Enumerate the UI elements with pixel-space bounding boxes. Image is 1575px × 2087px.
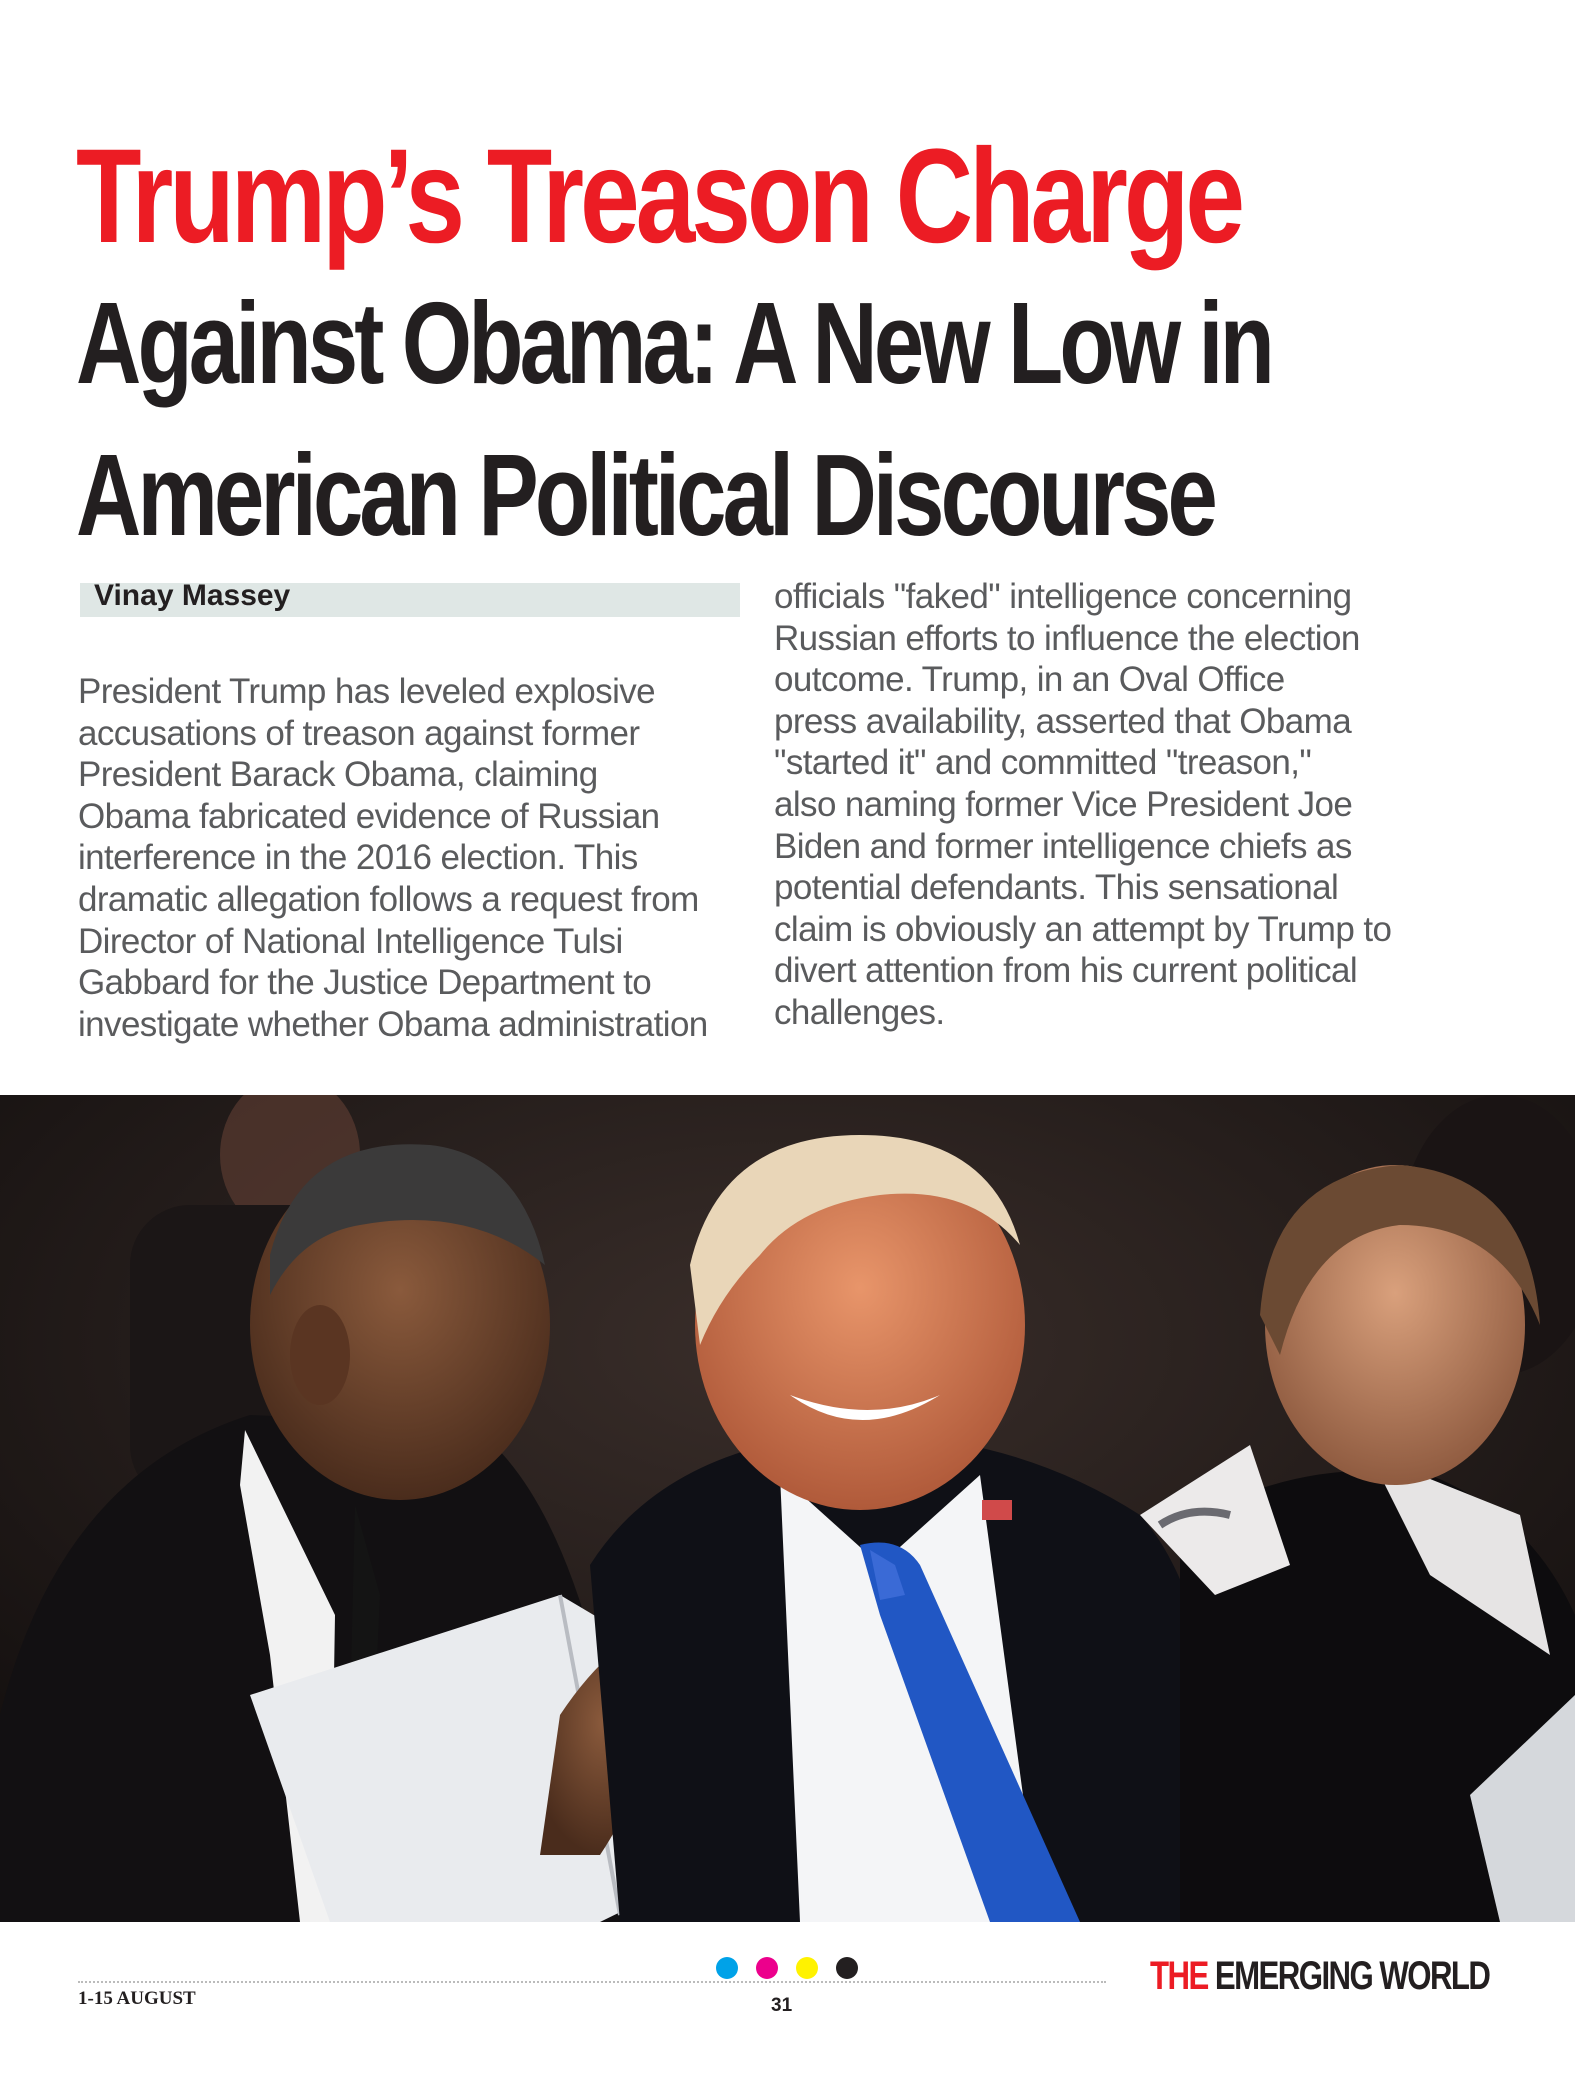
body-line: also naming former Vice President Joe	[774, 784, 1353, 824]
body-line: outcome. Trump, in an Oval Office	[774, 660, 1285, 700]
registration-dot-yellow	[796, 1957, 818, 1979]
registration-dot-magenta	[756, 1957, 778, 1979]
body-line: Russian efforts to influence the election	[774, 618, 1360, 658]
body-line: Obama fabricated evidence of Russian	[78, 796, 660, 836]
body-line: Director of National Intelligence Tulsi	[78, 921, 623, 961]
body-left-column	[78, 671, 748, 1045]
headline-line-3: American Political Discourse	[76, 430, 1214, 560]
body-line: press availability, asserted that Obama	[774, 701, 1352, 741]
body-line: "started it" and committed "treason,"	[774, 743, 1312, 783]
body-line: officials "faked" intelligence concerning	[774, 577, 1352, 616]
footer-rule	[78, 1981, 1106, 1983]
brand-the: THE	[1150, 1954, 1208, 1998]
body-line: potential defendants. This sensational	[774, 868, 1339, 908]
body-line: Biden and former intelligence chiefs as	[774, 826, 1352, 866]
body-line: President Barack Obama, claiming	[78, 755, 598, 795]
body-line: investigate whether Obama administration	[78, 1004, 708, 1044]
issue-date: 1-15 AUGUST	[78, 1988, 196, 2009]
registration-dot-black	[836, 1957, 858, 1979]
brand-name: EMERGING WORLD	[1214, 1954, 1490, 1998]
body-right-column	[774, 576, 1474, 1034]
article-photo	[0, 1095, 1575, 1922]
body-line: Gabbard for the Justice Department to	[78, 963, 652, 1003]
body-line: accusations of treason against former	[78, 713, 640, 753]
body-line: challenges.	[774, 992, 945, 1032]
body-line: divert attention from his current political	[774, 951, 1358, 991]
headline-line-1: Trump’s Treason Charge	[76, 122, 1242, 271]
headline-line-2: Against Obama: A New Low in	[76, 278, 1272, 408]
publication-brand	[1150, 1954, 1489, 1999]
photo-illustration	[0, 1095, 1575, 1922]
body-line: President Trump has leveled explosive	[78, 672, 656, 711]
byline-author: Vinay Massey	[94, 579, 291, 612]
body-line: interference in the 2016 election. This	[78, 838, 638, 878]
body-line: claim is obviously an attempt by Trump to	[774, 909, 1392, 949]
body-line: dramatic allegation follows a request from	[78, 879, 699, 919]
page-number: 31	[771, 1995, 793, 2016]
registration-dot-cyan	[716, 1957, 738, 1979]
